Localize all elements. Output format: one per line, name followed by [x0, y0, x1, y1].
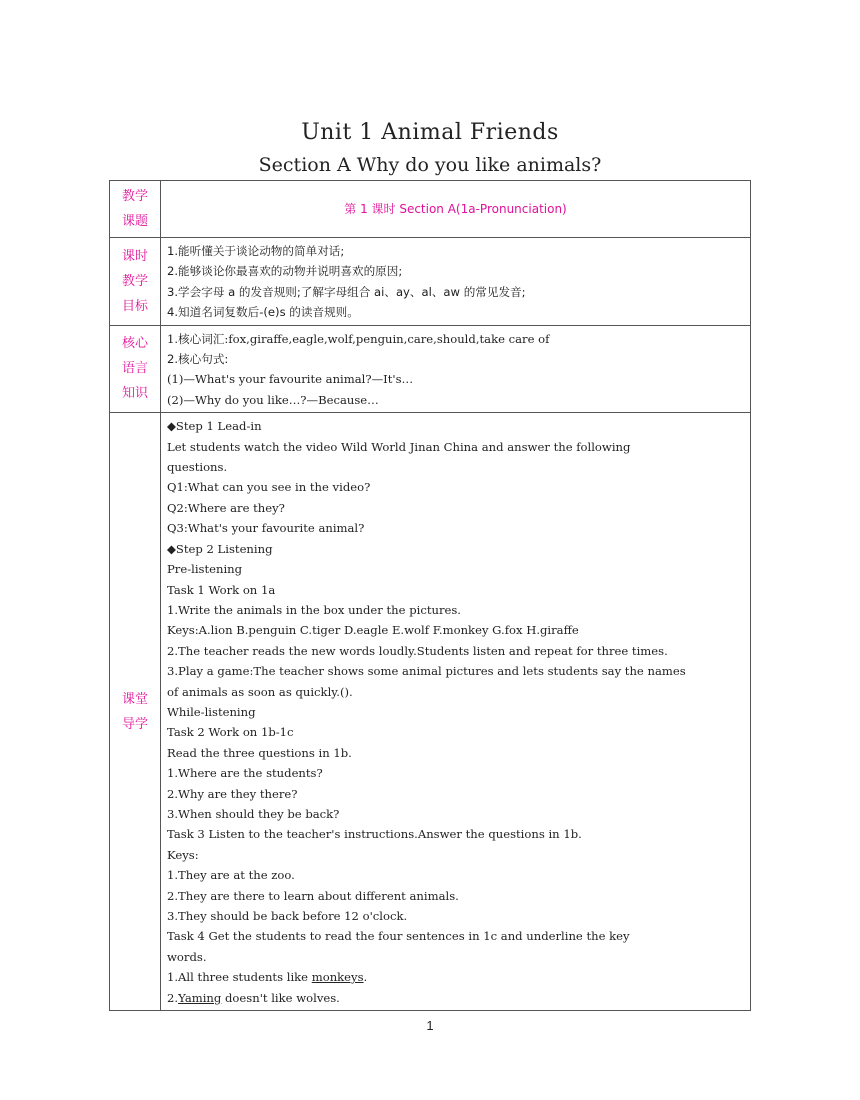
label-line: 课堂: [121, 691, 148, 707]
guide-line: Keys:: [167, 847, 199, 862]
guide-line: Task 1 Work on 1a: [167, 582, 276, 597]
label-line: 目标: [121, 298, 148, 314]
guide-line: ◆Step 2 Listening: [167, 541, 273, 556]
label-line: 语言: [121, 361, 148, 377]
guide-line: Keys:A.lion B.penguin C.tiger D.eagle E.wolf F.monkey G.fox H.giraffe: [167, 623, 579, 638]
guide-line: 1.Where are the students?: [167, 766, 323, 781]
core-line: (1)—What's your favourite animal?—It's…: [167, 372, 414, 387]
guide-line: Q2:Where are they?: [167, 500, 285, 515]
core-line: 2.核心句式:: [167, 352, 229, 367]
document-title: Unit 1 Animal Friends: [301, 120, 559, 145]
label-line: 教学: [121, 189, 148, 204]
class-guide-cell: [161, 413, 751, 1011]
label-line: 核心: [121, 336, 148, 352]
label-line: 课题: [121, 214, 148, 229]
guide-line: 3.They should be back before 12 o'clock.: [167, 909, 408, 923]
label-line: 教学: [121, 273, 148, 289]
guide-line: 3.Play a game:The teacher shows some animal pictures and lets students say the names: [167, 664, 686, 679]
label-line: 知识: [121, 386, 148, 402]
row-goals: [110, 238, 751, 326]
guide-line: 2.They are there to learn about different animals.: [167, 888, 459, 903]
page-number: 1: [426, 1018, 434, 1033]
label-goals: [110, 238, 161, 326]
document-subtitle: Section A Why do you like animals?: [258, 154, 602, 176]
guide-line: of animals as soon as quickly.().: [167, 684, 353, 699]
course-topic-cell: [161, 181, 751, 238]
guide-line: ◆Step 1 Lead-in: [167, 419, 262, 434]
label-core-knowledge: [110, 325, 161, 413]
guide-line: questions.: [167, 460, 228, 475]
goal-line: 3.学会字母 a 的发音规则;了解字母组合 ai、ay、al、aw 的常见发音;: [167, 284, 526, 299]
guide-line: Task 3 Listen to the teacher's instructions.Answer the questions in 1b.: [167, 827, 582, 842]
guide-line: Let students watch the video Wild World Jinan China and answer the following: [167, 439, 631, 454]
row-course-topic: [110, 181, 751, 238]
guide-line-underlined: [167, 967, 744, 987]
goal-line: 1.能听懂关于谈论动物的简单对话;: [167, 244, 345, 258]
lesson-plan-table: [109, 180, 751, 1011]
label-class-guide: [110, 413, 161, 1011]
line-text: 1.All three students like: [167, 970, 312, 985]
label-line: 课时: [121, 248, 148, 264]
guide-line: Task 2 Work on 1b-1c: [167, 725, 294, 740]
guide-line: While-listening: [167, 704, 256, 719]
guide-line: 3.When should they be back?: [167, 806, 340, 821]
course-topic-text: 第 1 课时 Section A(1a-Pronunciation): [344, 202, 567, 216]
guide-line: 1.They are at the zoo.: [167, 868, 295, 883]
guide-line: Pre-listening: [167, 562, 243, 577]
goals-cell: [161, 238, 751, 326]
line-text: .: [363, 970, 368, 985]
guide-line: 1.Write the animals in the box under the pictures.: [167, 602, 461, 617]
core-knowledge-cell: [161, 325, 751, 413]
guide-line: 2.The teacher reads the new words loudly.Students listen and repeat for three times.: [167, 643, 668, 658]
guide-line-underlined: [167, 988, 744, 1008]
core-line: (2)—Why do you like…?—Because…: [167, 392, 379, 407]
underlined-keyword: monkeys: [311, 970, 364, 985]
guide-line: words.: [167, 949, 207, 964]
line-text: 2.: [167, 990, 179, 1005]
goal-line: 2.能够谈论你最喜欢的动物并说明喜欢的原因;: [167, 264, 403, 279]
guide-line: Q3:What's your favourite animal?: [167, 521, 365, 536]
label-line: 导学: [121, 716, 148, 732]
row-class-guide: [110, 413, 751, 1011]
core-line: 1.核心词汇:fox,giraffe,eagle,wolf,penguin,care,should,take care of: [167, 331, 550, 346]
label-course-topic: [110, 181, 161, 238]
line-text: doesn't like wolves.: [221, 990, 340, 1005]
guide-line: Read the three questions in 1b.: [167, 745, 352, 760]
guide-line: Task 4 Get the students to read the four sentences in 1c and underline the key: [167, 929, 630, 944]
goal-line: 4.知道名词复数后-(e)s 的读音规则。: [167, 305, 359, 320]
guide-line: 2.Why are they there?: [167, 786, 298, 801]
guide-line: Q1:What can you see in the video?: [167, 480, 371, 495]
row-core-knowledge: [110, 325, 751, 413]
underlined-keyword: Yaming: [178, 990, 222, 1005]
